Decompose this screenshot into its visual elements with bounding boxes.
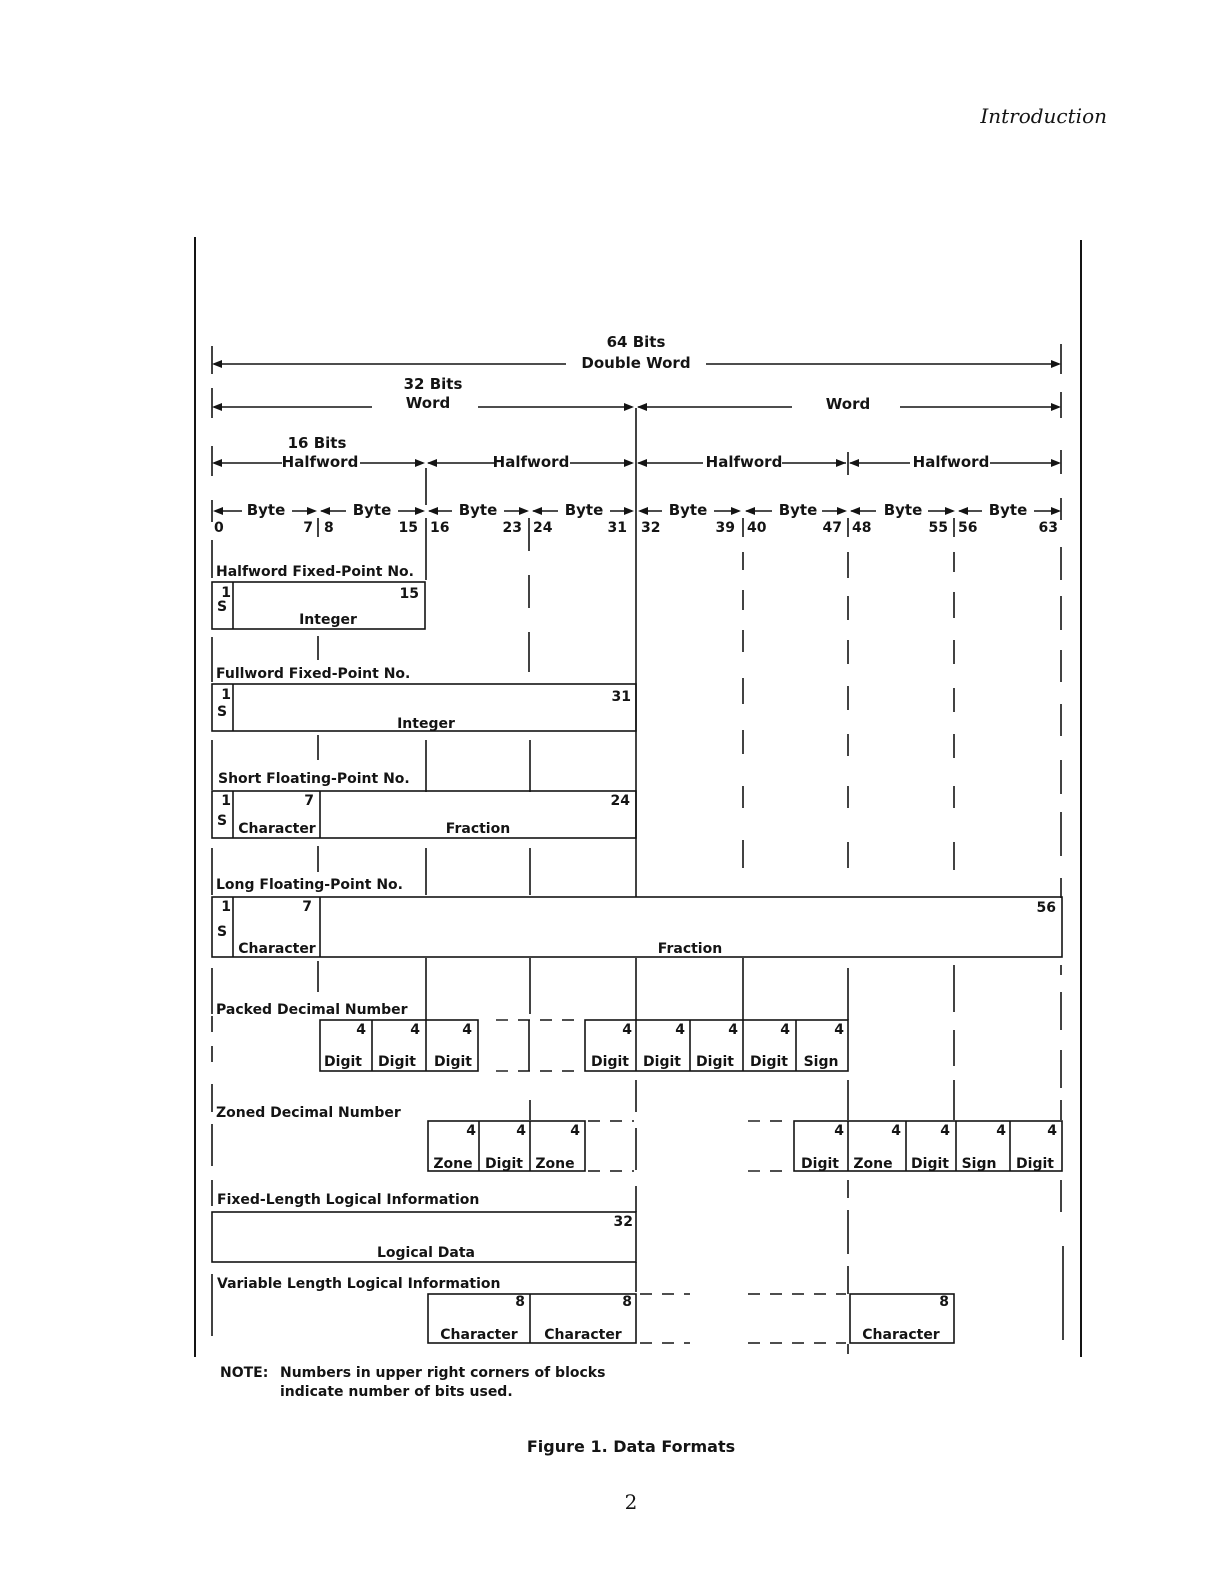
bit-pos-39: 39 [715,520,735,536]
packed-decimal-format [216,1002,848,1071]
zoned-bits-8: 4 [1047,1123,1057,1139]
short-float-frac-bits: 24 [610,793,630,809]
halfword-sign: S [216,599,228,615]
fixed-logical-field: Logical Data [377,1245,475,1261]
zoned-label-5: Zone [853,1156,893,1172]
fixed-length-logical-format [212,1192,636,1262]
packed-bits-6: 4 [728,1022,738,1038]
note-line-1: Numbers in upper right corners of blocks [280,1365,606,1381]
halfword-label-2: Halfword [492,453,570,471]
fullword-sign-bits: 1 [221,687,231,703]
byte-label-7: Byte [883,501,923,519]
fullword-integer-bits: 31 [611,689,631,705]
note-prefix: NOTE: [220,1365,269,1381]
packed-label-4: Digit [591,1054,629,1070]
fullword-sign: S [216,704,228,720]
byte-label-5: Byte [668,501,708,519]
zoned-label-3: Zone [535,1156,575,1172]
zoned-label-6: Digit [911,1156,949,1172]
short-float-character: Character [238,821,316,837]
packed-label-8: Sign [803,1054,839,1070]
long-float-fraction: Fraction [657,941,723,957]
bit-pos-23: 23 [502,520,522,536]
variable-logical-title: Variable Length Logical Information [217,1276,501,1292]
bit-pos-56: 56 [958,520,978,536]
short-float-sign: S [216,813,228,829]
packed-bits-1: 4 [356,1022,366,1038]
zoned-bits-3: 4 [570,1123,580,1139]
packed-label-5: Digit [643,1054,681,1070]
fullword-fixed-point-format [212,666,636,732]
double-word-label: Double Word [581,354,691,372]
bit-pos-15: 15 [398,520,418,536]
zoned-bits-7: 4 [996,1123,1006,1139]
zoned-bits-2: 4 [516,1123,526,1139]
bit-pos-47: 47 [822,520,842,536]
bit-pos-63: 63 [1038,520,1058,536]
zoned-label-8: Digit [1016,1156,1054,1172]
byte-label-3: Byte [458,501,498,519]
byte-label-6: Byte [778,501,818,519]
long-float-title: Long Floating-Point No. [216,877,403,893]
packed-label-7: Digit [750,1054,788,1070]
halfword-fixed-title: Halfword Fixed-Point No. [216,564,414,580]
packed-bits-4: 4 [622,1022,632,1038]
word-label-1: Word [405,394,451,412]
zoned-label-4: Digit [801,1156,839,1172]
variable-label-2: Character [544,1327,622,1343]
packed-bits-2: 4 [410,1022,420,1038]
double-word-scale [212,333,1061,374]
short-float-title: Short Floating-Point No. [218,771,410,787]
packed-bits-8: 4 [834,1022,844,1038]
packed-label-3: Digit [434,1054,472,1070]
figure-note [220,1365,605,1400]
variable-bits-3: 8 [939,1294,949,1310]
word-bits: 32 Bits [403,375,463,393]
short-float-char-bits: 7 [304,793,314,809]
bit-pos-31: 31 [607,520,627,536]
halfword-label-3: Halfword [705,453,783,471]
halfword-label-4: Halfword [912,453,990,471]
zoned-decimal-title: Zoned Decimal Number [216,1105,401,1121]
variable-length-logical-format [217,1276,954,1343]
short-floating-point-format [212,771,636,838]
zoned-label-7: Sign [961,1156,997,1172]
zoned-bits-1: 4 [466,1123,476,1139]
zoned-bits-4: 4 [834,1123,844,1139]
halfword-integer-bits: 15 [399,586,419,602]
fullword-integer: Integer [397,716,455,732]
halfword-sign-bits: 1 [221,585,231,601]
long-floating-point-format [212,877,1062,957]
bit-pos-24: 24 [533,520,553,536]
figure-caption: Figure 1. Data Formats [526,1437,736,1456]
byte-label-2: Byte [352,501,392,519]
packed-bits-3: 4 [462,1022,472,1038]
zoned-decimal-format [216,1105,1062,1172]
fixed-logical-bits: 32 [613,1214,633,1230]
long-float-sign-bits: 1 [221,899,231,915]
double-word-bits: 64 Bits [606,333,666,351]
zoned-bits-6: 4 [940,1123,950,1139]
halfword-fixed-point-format [212,564,425,629]
long-float-sign: S [216,924,228,940]
bit-pos-32: 32 [641,520,661,536]
byte-label-4: Byte [564,501,604,519]
variable-bits-1: 8 [515,1294,525,1310]
short-float-fraction: Fraction [445,821,511,837]
fullword-fixed-title: Fullword Fixed-Point No. [216,666,411,682]
short-float-sign-bits: 1 [221,793,231,809]
packed-label-1: Digit [324,1054,362,1070]
bit-pos-55: 55 [928,520,948,536]
note-line-2: indicate number of bits used. [280,1384,513,1400]
running-title: Introduction [980,104,1107,128]
halfword-bits: 16 Bits [287,434,347,452]
long-float-char-bits: 7 [302,899,312,915]
packed-bits-7: 4 [780,1022,790,1038]
variable-label-3: Character [862,1327,940,1343]
bit-pos-40: 40 [747,520,767,536]
guide-lines [212,468,1063,1354]
bit-pos-8: 8 [324,520,334,536]
fixed-logical-title: Fixed-Length Logical Information [217,1192,480,1208]
long-float-frac-bits: 56 [1036,900,1056,916]
halfword-label-1: Halfword [281,453,359,471]
bit-pos-7: 7 [303,520,313,536]
packed-bits-5: 4 [675,1022,685,1038]
halfword-integer: Integer [299,612,357,628]
page-number: 2 [624,1490,638,1514]
zoned-label-1: Zone [433,1156,473,1172]
long-float-character: Character [238,941,316,957]
variable-bits-2: 8 [622,1294,632,1310]
bit-pos-48: 48 [852,520,872,536]
bit-pos-0: 0 [214,520,224,536]
packed-label-2: Digit [378,1054,416,1070]
zoned-label-2: Digit [485,1156,523,1172]
word-label-2: Word [825,395,871,413]
zoned-bits-5: 4 [891,1123,901,1139]
byte-label-1: Byte [246,501,286,519]
packed-label-6: Digit [696,1054,734,1070]
bit-pos-16: 16 [430,520,450,536]
byte-label-8: Byte [988,501,1028,519]
packed-decimal-title: Packed Decimal Number [216,1002,408,1018]
variable-label-1: Character [440,1327,518,1343]
